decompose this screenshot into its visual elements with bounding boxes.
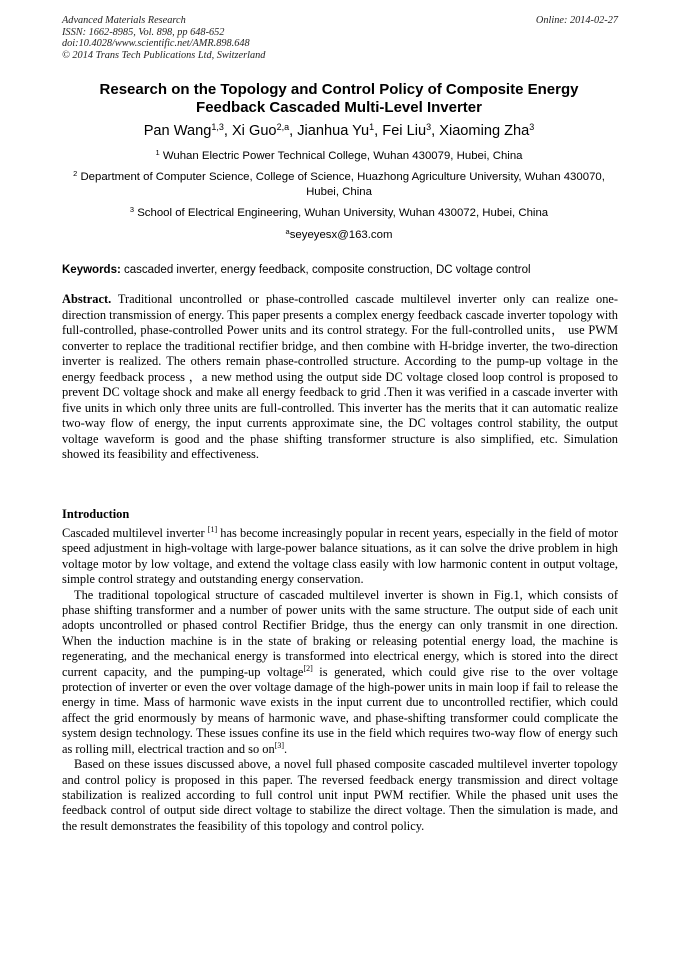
author-affiliation-mark: 1	[369, 122, 375, 132]
paragraph	[62, 588, 618, 757]
keywords-label: Keywords:	[62, 264, 121, 276]
author-separator: ,	[289, 123, 298, 139]
copyright-line: © 2014 Trans Tech Publications Ltd, Switzerland	[62, 49, 266, 61]
author-separator: ,	[374, 123, 383, 139]
keywords-text: cascaded inverter, energy feedback, composite construction, DC voltage control	[124, 264, 531, 276]
paragraph-text: .	[283, 741, 288, 756]
abstract-label: Abstract.	[62, 292, 112, 306]
introduction-body	[62, 526, 618, 834]
author	[297, 123, 382, 139]
issn-line: ISSN: 1662-8985, Vol. 898, pp 648-652	[62, 26, 225, 38]
affiliation-1	[62, 149, 616, 164]
author-name: Xiaoming Zha	[439, 123, 530, 139]
email-text: seyeyesx@163.com	[289, 229, 393, 241]
title-line-2: Feedback Cascaded Multi-Level Inverter	[196, 99, 482, 116]
affiliation-text: Wuhan Electric Power Technical College, Wuhan 430079, Hubei, China	[162, 150, 523, 162]
paragraph-text: Cascaded multilevel inverter	[62, 526, 208, 540]
author-list	[60, 122, 618, 140]
online-date: Online: 2014-02-27	[535, 15, 618, 26]
author-name: Pan Wang	[143, 123, 212, 139]
author-affiliation-mark: 3	[426, 122, 432, 132]
paragraph-text: has become increasingly popular in recent years, especially in the field of motor speed adjustment in high-voltage with large-power balance situations, as it can solve the drive problem in high voltage motor by low voltage, and extend the voltage class easily with low harmonic content in output voltage, simple control strategy and outstanding energy conservation.	[62, 526, 618, 587]
citation-ref: [1]	[207, 525, 218, 534]
author-name: Fei Liu	[382, 123, 427, 139]
author-affiliation-mark: 3	[529, 122, 535, 132]
affiliation-text: School of Electrical Engineering, Wuhan University, Wuhan 430072, Hubei, China	[137, 207, 549, 219]
title-line-1: Research on the Topology and Control Policy of Composite Energy	[99, 81, 579, 98]
abstract-text: Traditional uncontrolled or phase-controlled cascade multilevel inverter only can realize one-direction transmission of energy. This paper presents a complex energy feedback cascade inverter topology with full-controlled, phase-controlled Power units and its control strategy. For the full-controlled units， use PWM converter to replace the traditional rectifier bridge, and then combine with H-bridge inverter, the two-direction inverter is realized. The others remain phase-controlled structure. According to the pump-up voltage in the energy feedback process ，a new method using the output side DC voltage closed loop control is proposed to prevent DC voltage shock and make all energy feedback to grid .Then it was verified in a cascade inverter with five units in which only three units are full-controlled. This inverter has the merits that it can automatic realize two-way flow of energy, the input currents approximate sine, the DC voltages control stability, the output voltage waveform is good and the phase shifting transformer structure is also simplified, etc. Simulation showed its feasibility and effectiveness.	[62, 292, 619, 461]
affiliation-mark: 3	[129, 205, 135, 214]
paragraph-text: is generated, which could give rise to the over voltage protection of inverter or even the over voltage damage of the high-power units in main loop if fail to release the energy in time. Mass of harmonic wave exists in the input current due to uncontrolled rectifier, which could affect the grid enormously by means of harmonic wave, and phase-shifting transformer could complicate the system design technology. These issues confine its use in the field which requires two-way flow of energy such as rolling mill, electrical traction and so on	[62, 664, 618, 756]
affiliation-mark: 2	[73, 169, 78, 178]
author-name: Jianhua Yu	[297, 123, 370, 139]
author	[144, 123, 232, 139]
author	[382, 123, 439, 139]
author	[232, 123, 297, 139]
journal-info	[62, 15, 265, 61]
doi-line: doi:10.4028/www.scientific.net/AMR.898.648	[62, 38, 250, 50]
journal-name: Advanced Materials Research	[62, 15, 186, 26]
abstract	[62, 292, 618, 463]
paragraph-text: The traditional topological structure of cascaded multilevel inverter is shown in Fig.1, which consists of phase shifting transformer and a number of power units with the same structure. The output side of each unit adopts uncontrolled or phased control Rectifier Bridge, thus the energy can only transmit in one direction. When the induction machine is in the state of braking or releasing potential energy load, the machine is regenerating, and the mechanical energy is transformed into electrical energy, which is stored into the direct current capacity, and the pumping-up voltage	[62, 587, 618, 679]
author-separator: ,	[431, 123, 440, 139]
author-separator: ,	[223, 123, 232, 139]
section-heading-introduction: Introduction	[62, 507, 130, 521]
author-affiliation-mark: 2,a	[276, 122, 290, 132]
paragraph	[62, 526, 618, 588]
author-email	[62, 228, 616, 243]
affiliation-text: Department of Computer Science, College of Science, Huazhong Agriculture University, Wuhan 430070, Hubei, China	[80, 171, 605, 198]
citation-ref: [2]	[303, 663, 313, 673]
affiliation-2	[62, 170, 616, 200]
author	[439, 123, 534, 139]
keywords	[62, 263, 618, 277]
affiliation-3	[62, 206, 616, 221]
affiliation-mark: 1	[155, 148, 160, 157]
paragraph: Based on these issues discussed above, a novel full phased composite cascaded multilevel inverter topology and control policy is proposed in this paper. The reversed feedback energy transmission and direct voltage stabilization is realized according to full control unit input PWM rectifier. While the phased unit uses the feedback control of output side direct voltage to stabilize the direct voltage. Then the simulation is made, and the result demonstrates the feasibility of this topology and control policy.	[62, 757, 618, 833]
email-mark: a	[285, 227, 290, 236]
paper-title	[60, 81, 618, 117]
citation-ref: [3]	[274, 740, 284, 750]
author-name: Xi Guo	[231, 123, 277, 139]
author-affiliation-mark: 1,3	[211, 122, 224, 132]
